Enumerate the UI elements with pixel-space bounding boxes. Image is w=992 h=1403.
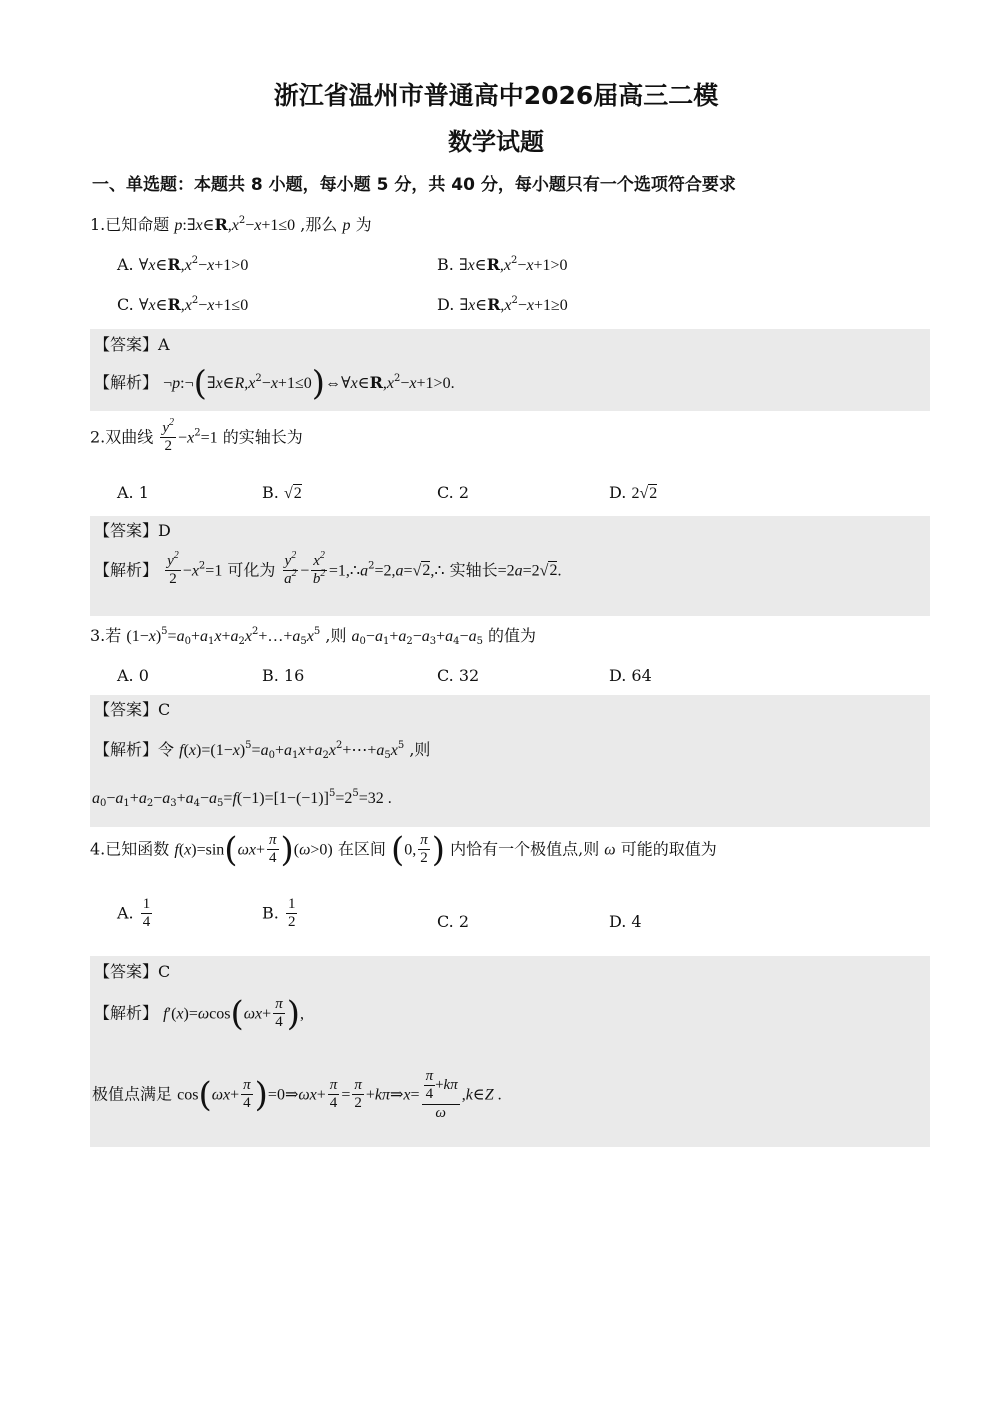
option-a: A. 0: [117, 666, 149, 685]
analysis-line: 【解析】 $\neg p:\neg(\exists x\in R,x^2-x+1\le 0)\Leftrightarrow\forall x\in R,x^2-x+1>0$.: [94, 363, 455, 404]
question-3-stem: 3.若 $(1-x)^5=a_0+a_1x+a_2x^2+\dots+a_5x^5$ ,则 $a_0-a_1+a_2-a_3+a_4-a_5$ 的值为: [90, 626, 537, 647]
option-d: D. $\exists x\in R,x^2-x+1\ge 0$: [437, 295, 568, 314]
option-c: C. 2: [437, 483, 470, 502]
option-c: C. 2: [437, 912, 470, 931]
question-stem-text: ,那么: [300, 215, 338, 234]
analysis-line: $a_0-a_1+a_2-a_3+a_4-a_5=f(-1)=[1-(-1)]^5=2^5=32$ .: [92, 788, 392, 809]
option-d: D. 64: [609, 666, 652, 685]
section-heading: 一、单选题：本题共 8 小题，每小题 5 分，共 40 分，每小题只有一个选项符合要求: [92, 175, 736, 195]
option-b: B. 16: [262, 666, 305, 685]
option-c: C. $\forall x\in R,x^2-x+1\le 0$: [117, 295, 249, 314]
answer-line: 【答案】C: [94, 700, 171, 719]
option-d: D. 4: [609, 912, 642, 931]
question-2-stem: 2.双曲线 $\frac{y^2}{2}$ $-x^2=1$ 的实轴长为: [90, 417, 303, 455]
option-b: B. $\frac{1}{2}$: [262, 896, 296, 931]
option-b: B. √2: [262, 483, 302, 502]
analysis-line: 【解析】 f′(x)=ωcos(ωx+ $\frac{\pi}{4}$ ),: [94, 993, 304, 1034]
answer-line: 【答案】A: [94, 335, 170, 354]
question-stem-text: 为: [355, 215, 372, 234]
option-c: C. 32: [437, 666, 480, 685]
analysis-line: 【解析】令 $f(x)=(1-x)^5=a_0+a_1x+a_2x^2+\cdots+a_5x^5$ ,则: [94, 740, 431, 761]
question-stem-text: 已知命题: [105, 215, 170, 234]
question-4-stem: 4.已知函数 f(x)=sin(ωx+ $\frac{\pi}{4}$ )(ω>0) 在区间 (0, $\frac{\pi}{2}$ ) 内恰有一个极值点,则 ω 可能的取值为: [90, 829, 717, 870]
analysis-line: 【解析】 $\frac{y^2}{2}$ $-x^2=1$ 可化为 $\frac{y^2}{a^2}$ − $\frac{x^2}{b^2}$ $=1,\therefore a^2=2,a=√2,\therefore$ 实轴长=2a=2√2.: [94, 550, 562, 588]
question-1-stem: 1.已知命题 $p:\exists x\in R,x^2-x+1\le 0$ ,那么 p 为: [90, 215, 372, 234]
option-a: A. 1: [117, 483, 149, 502]
option-a: A. $\frac{1}{4}$: [117, 896, 151, 931]
answer-line: 【答案】C: [94, 962, 171, 981]
analysis-line: 极值点满足 cos(ωx+ $\frac{\pi}{4}$ )=0⇒ωx+ $\frac{\pi}{4}$ = $\frac{\pi}{2}$ +kπ⇒x= $\frac{\pi}{4}$ +kπ ω ,k∈Z .: [92, 1068, 502, 1121]
question-number: 1.: [90, 215, 106, 234]
option-d: D. 2√2: [609, 483, 658, 502]
page-title: 浙江省温州市普通高中2026届高三二模: [273, 81, 719, 110]
page-subtitle: 数学试题: [448, 128, 544, 156]
answer-line: 【答案】D: [94, 521, 171, 540]
option-a: A. $\forall x\in R,x^2-x+1>0$: [117, 255, 249, 274]
option-b: B. $\exists x\in R,x^2-x+1>0$: [437, 255, 568, 274]
